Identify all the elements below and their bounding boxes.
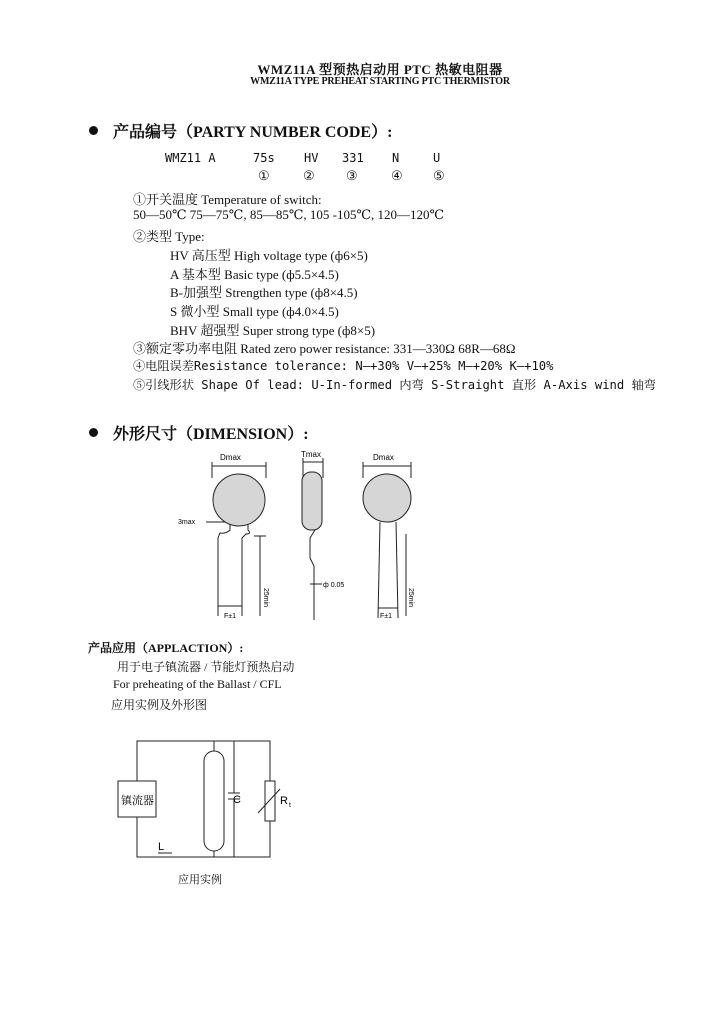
label-3max: 3max	[178, 519, 196, 526]
application-line-en: For preheating of the Ballast / CFL	[113, 677, 282, 691]
marker-5: ⑤	[433, 168, 445, 183]
type-hv: HV 高压型 High voltage type (ф6×5)	[170, 248, 368, 263]
part-number-heading: 产品编号（PARTY NUMBER CODE）:	[113, 124, 393, 141]
lamp-tube	[204, 751, 224, 851]
label-length-1: 25min	[262, 588, 269, 608]
label-phi: ф 0.05	[323, 582, 345, 589]
lead-shape: ⑤引线形状 Shape Of lead: U-In-formed 内弯 S-Straight 直形 A-Axis wind 轴弯	[133, 378, 656, 392]
dimension-heading: 外形尺寸（DIMENSION）:	[113, 426, 309, 443]
ballast-label: 镇流器	[121, 795, 154, 807]
temp-switch-values: 50—50℃ 75—75℃, 85—85℃, 105 -105℃, 120—120℃	[133, 207, 445, 222]
type-label: ②类型 Type:	[133, 229, 205, 244]
bullet-icon	[89, 428, 98, 437]
type-s: S 微小型 Small type (ф4.0×4.5)	[170, 304, 339, 319]
rated-resistance: ③额定零功率电阻 Rated zero power resistance: 331—330Ω 68R—68Ω	[133, 341, 516, 356]
type-b: B-加强型 Strengthen type (ф8×4.5)	[170, 285, 358, 300]
straight-lead-left	[378, 522, 380, 618]
label-length-2: 25min	[407, 588, 414, 608]
straight-lead-right	[396, 522, 398, 618]
application-heading: 产品应用（APPLACTION）:	[88, 641, 244, 655]
ptc-thermistor-symbol	[265, 781, 275, 821]
bullet-icon	[89, 126, 98, 135]
thermistor-disc-straight	[363, 474, 411, 522]
side-lead	[310, 530, 315, 620]
marker-1: ①	[258, 168, 270, 183]
label-pitch-1: F±1	[224, 613, 237, 620]
code-resistance: 331	[342, 151, 364, 165]
application-circuit	[108, 733, 308, 893]
application-line-cn: 用于电子镇流器 / 节能灯预热启动	[117, 660, 295, 674]
code-tolerance: N	[392, 151, 400, 165]
label-tmax: Tmax	[301, 450, 321, 459]
inductor-label: L	[158, 841, 165, 853]
label-pitch-2: F±1	[380, 613, 393, 620]
code-series: WMZ11 A	[165, 151, 216, 165]
document-subtitle: WMZ11A TYPE PREHEAT STARTING PTC THERMISTOR	[250, 76, 510, 87]
type-a: A 基本型 Basic type (ф5.5×4.5)	[170, 267, 339, 282]
capacitor-label: C	[233, 794, 241, 806]
resistance-tolerance: ④电阻误差Resistance tolerance: N—+30% V—+25% M—+20% K—+10%	[133, 359, 554, 373]
thermistor-side-body	[302, 472, 322, 530]
code-type: HV	[304, 151, 319, 165]
dimension-drawing	[170, 448, 450, 633]
marker-4: ④	[391, 168, 403, 183]
marker-2: ②	[303, 168, 315, 183]
resistor-label: R	[280, 795, 288, 807]
type-bhv: BHV 超强型 Super strong type (ф8×5)	[170, 323, 376, 338]
thermistor-disc-front	[213, 474, 265, 526]
marker-3: ③	[346, 168, 358, 183]
label-dmax-2: Dmax	[373, 453, 394, 462]
label-dmax: Dmax	[220, 453, 241, 462]
resistor-sub-label: t	[289, 802, 291, 809]
lead-right	[242, 524, 250, 616]
lead-left	[218, 524, 230, 616]
code-temp: 75s	[253, 151, 275, 165]
application-subheading: 应用实例及外形图	[111, 698, 208, 712]
ptc-diagonal	[258, 789, 280, 813]
temp-switch-label: ①开关温度 Temperature of switch:	[133, 192, 322, 207]
code-lead: U	[433, 151, 441, 165]
circuit-caption: 应用实例	[178, 873, 222, 886]
document-title: WMZ11A 型预热启动用 PTC 热敏电阻器	[257, 62, 503, 77]
